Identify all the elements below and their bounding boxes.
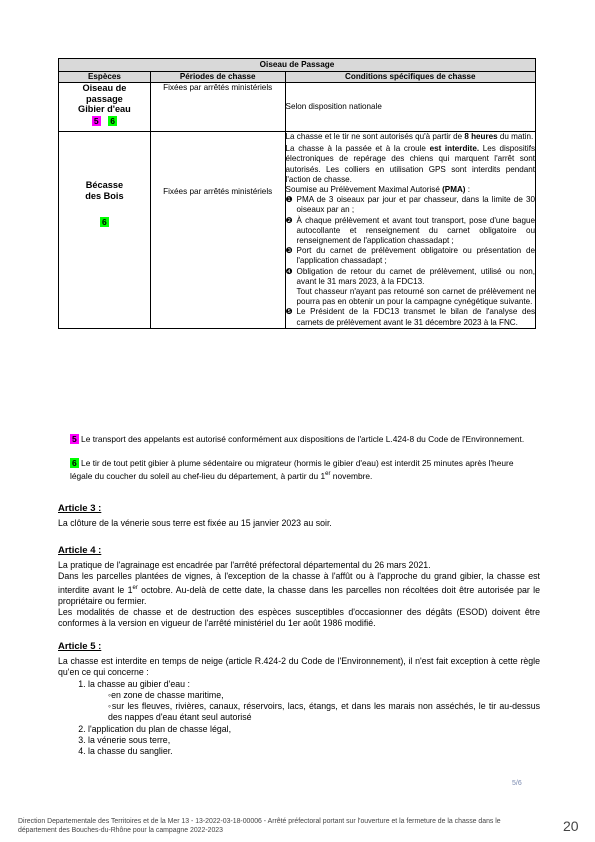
article-5-title: Article 5 :: [58, 641, 102, 652]
species-name: Bécasse: [85, 180, 124, 190]
note-badge-6: 6: [102, 217, 107, 227]
list-item: Tout chasseur n'ayant pas retourné son carnet de prélèvement ne pourra pas en obtenir un pour la campagne cynégétique suivante.: [296, 287, 535, 307]
exception-list: [58, 679, 540, 758]
list-item: 4. la chasse du sanglier.: [88, 746, 540, 757]
condition-paragraph: La chasse et le tir ne sont autorisés qu'à partir de 8 heures du matin.: [285, 132, 534, 141]
condition-cell: Selon disposition nationale: [285, 83, 535, 132]
number-5-icon: ❺: [285, 307, 293, 317]
species-name: passage: [86, 93, 123, 104]
article-4-body: La pratique de l'agrainage est encadrée par l'arrêté préfectoral départemental du 26 mars 2021. Dans les parcelles plantées de vignes, à l'exception de la chasse à l'affût ou à l'approche du grand gibier, la chasse est interdite avant le 1er octobre. Au-delà de cette date, la chasse dans les parcelles non récoltées doit être autorisée par le propriétaire ou fermier. Les modalités de chasse et de destruction des espèces susceptibles d'occasionner des dégâts (ESOD) doivent être conformes à la version en vigueur de l'arrêté ministériel du 1er août 1986 modifié.: [58, 560, 540, 629]
condition-cell: [285, 132, 535, 329]
list-item: ❷ À chaque prélèvement et avant tout transport, pose d'une bague autocollante et renseignement du carnet obligatoire ou renseignement de l'application chassadapt ;: [285, 215, 535, 246]
article-3-title: Article 3 :: [58, 503, 102, 514]
list-item: ❺ Le Président de la FDC13 transmet le bilan de l'analyse des carnets de prélèvement avant le 31 décembre 2023 à la FNC.: [285, 307, 535, 327]
number-2-icon: ❷: [285, 215, 293, 225]
note-badge-5: 5: [72, 434, 77, 444]
number-3-icon: ❸: [285, 246, 293, 256]
page-number: 5/6: [512, 780, 522, 787]
list-item: ❹ Obligation de retour du carnet de prélèvement, utilisé ou non, avant le 31 mars 2023, à la FDC13.: [285, 266, 535, 286]
condition-paragraph: La chasse à la passée et à la croule est interdite. Les dispositifs électroniques de repérage des chiens qui marquent l'arrêt sont autorisés. Les colliers en utilisation GPS sont interdits pendant l'action de chasse.: [285, 144, 535, 184]
list-item: ❶ PMA de 3 oiseaux par jour et par chasseur, dans la limite de 30 oiseaux par an ;: [285, 195, 535, 215]
header-conditions: Conditions spécifiques de chasse: [285, 72, 535, 83]
footer-text: Direction Departementale des Territoires et de la Mer 13 - 13-2022-03-18-00006 - Arrêté préfectoral portant sur l'ouverture et la fermeture de la chasse dans le département des Bouches-du-Rhône pour la campagne 2022-2023: [18, 818, 501, 834]
article-3-body: La clôture de la vénerie sous terre est fixée au 15 janvier 2023 au soir.: [58, 518, 332, 528]
table-row: [59, 132, 536, 329]
footer-page-number: 20: [563, 818, 579, 834]
list-item: 2. l'application du plan de chasse légal,: [88, 724, 540, 735]
list-item: 1. la chasse au gibier d'eau : ◦ en zone de chasse maritime, ◦ sur les fleuves, rivières, canaux, réservoirs, lacs, étangs, et dans les marais non asséchés, le tir au-dessus des nappes d'eau étant seul autorisé: [88, 679, 540, 724]
list-item: ◦ sur les fleuves, rivières, canaux, réservoirs, lacs, étangs, et dans les marais non asséchés, le tir au-dessus des nappes d'eau étant seul autorisé: [108, 701, 540, 724]
species-name: Gibier d'eau: [78, 104, 131, 114]
list-item: ❸ Port du carnet de prélèvement obligatoire ou présentation de l'application chassadapt ;: [285, 246, 535, 266]
condition-paragraph: Soumise au Prélèvement Maximal Autorisé (PMA) :: [285, 185, 470, 195]
period-cell: Fixées par arrêtés ministériels: [150, 132, 285, 329]
article-4-title: Article 4 :: [58, 545, 102, 556]
footnote-6: 6 Le tir de tout petit gibier à plume sédentaire ou migrateur (hormis le gibier d'eau) est interdit 25 minutes après l'heure légale du coucher du soleil au chef-lieu du département, à partir du 1er novembre.: [70, 458, 514, 481]
header-species: Espèces: [59, 72, 151, 83]
header-periods: Périodes de chasse: [150, 72, 285, 83]
note-badge-5: 5: [93, 115, 99, 126]
list-item: 3. la vénerie sous terre,: [88, 735, 540, 746]
species-name: des Bois: [85, 190, 124, 201]
note-badge-6: 6: [72, 458, 77, 468]
species-name: Oiseau de: [82, 83, 127, 93]
number-4-icon: ❹: [285, 266, 293, 276]
table-row: [59, 83, 536, 132]
table-title: Oiseau de Passage: [59, 59, 536, 72]
hunting-table: [58, 58, 536, 329]
list-item: ◦ en zone de chasse maritime,: [108, 690, 540, 701]
note-badge-6: 6: [110, 115, 115, 126]
article-5-body: La chasse est interdite en temps de neige (article R.424-2 du Code de l'Environnement), il n'est fait exception à cette règle qu'en ce qui concerne : 1. la chasse au gibier d'eau : ◦ en zone de chasse maritime, ◦ sur les fleuves, rivières, canaux, réservoirs, lacs, étangs, et dans les marais non asséchés, le tir au-dessus des nappes d'eau étant seul autorisé 2. l'application du plan de chasse légal, 3. la vénerie sous terre, 4. la chasse du sanglier.: [58, 656, 540, 758]
sub-list: [88, 690, 540, 724]
number-1-icon: ❶: [285, 195, 293, 205]
species-cell: [59, 83, 151, 132]
species-cell: [59, 132, 151, 329]
footnote-5: 5 Le transport des appelants est autorisé conformément aux dispositions de l'article L.424-8 du Code de l'Environnement.: [72, 434, 525, 444]
period-cell: Fixées par arrêtés ministériels: [150, 83, 285, 132]
